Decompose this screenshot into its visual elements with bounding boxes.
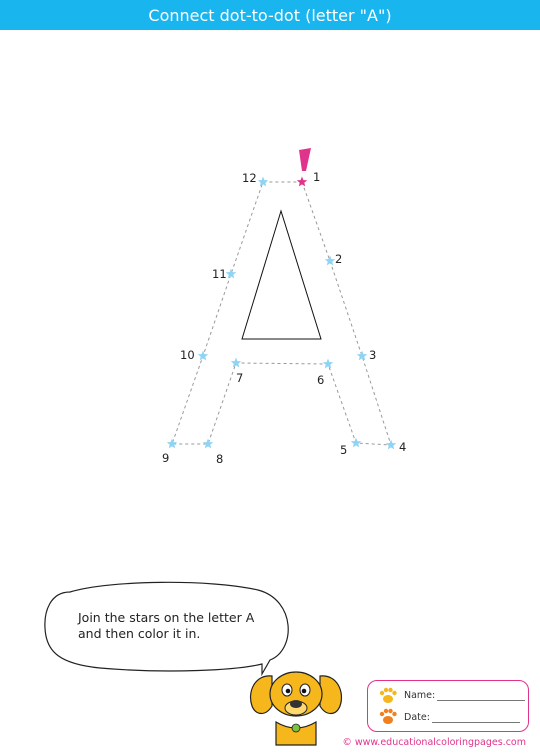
star-icon	[297, 177, 307, 187]
instruction-text: Join the stars on the letter A and then color it in.	[78, 610, 255, 641]
dot-number-label: 2	[335, 252, 343, 266]
footer-url: www.educationalcoloringpages.com	[354, 737, 526, 748]
dot-stars	[167, 177, 396, 450]
dot-number-label: 7	[236, 371, 244, 385]
dot-number-label: 3	[369, 348, 377, 362]
paw-icon	[378, 708, 398, 726]
dot-number-label: 1	[313, 170, 321, 184]
star-icon	[231, 358, 241, 368]
name-line[interactable]	[437, 691, 525, 701]
dot-number-label: 5	[340, 443, 348, 457]
date-label: Date:	[404, 712, 430, 723]
star-icon	[351, 438, 361, 448]
star-icon	[226, 269, 236, 279]
exclamation-icon	[299, 148, 311, 171]
name-label: Name:	[404, 690, 436, 701]
star-icon	[325, 256, 335, 266]
star-icon	[357, 351, 367, 361]
name-date-box	[367, 680, 529, 732]
star-icon	[203, 439, 213, 449]
name-field[interactable]	[404, 690, 525, 701]
copyright-icon: ©	[342, 737, 352, 748]
star-icon	[167, 439, 177, 449]
star-icon	[258, 177, 268, 187]
letter-a-inner-triangle	[242, 211, 321, 339]
dot-number-label: 12	[242, 171, 257, 185]
star-icon	[386, 440, 396, 450]
dot-number-label: 10	[180, 348, 195, 362]
footer-credit[interactable]	[342, 737, 526, 748]
dot-number-label: 4	[399, 440, 407, 454]
dot-number-label: 6	[317, 373, 325, 387]
paw-icon	[378, 687, 398, 705]
dot-number-label: 11	[212, 267, 227, 281]
star-icon	[323, 359, 333, 369]
dot-number-label: 9	[162, 451, 170, 465]
dashed-letter-outline	[172, 182, 391, 445]
dot-number-label: 8	[216, 452, 224, 466]
star-icon	[198, 351, 208, 361]
page-title: Connect dot-to-dot (letter "A")	[148, 5, 392, 25]
dog-illustration	[251, 672, 342, 745]
dot-labels	[162, 170, 406, 466]
date-line[interactable]	[432, 713, 520, 723]
date-field[interactable]	[404, 712, 520, 723]
